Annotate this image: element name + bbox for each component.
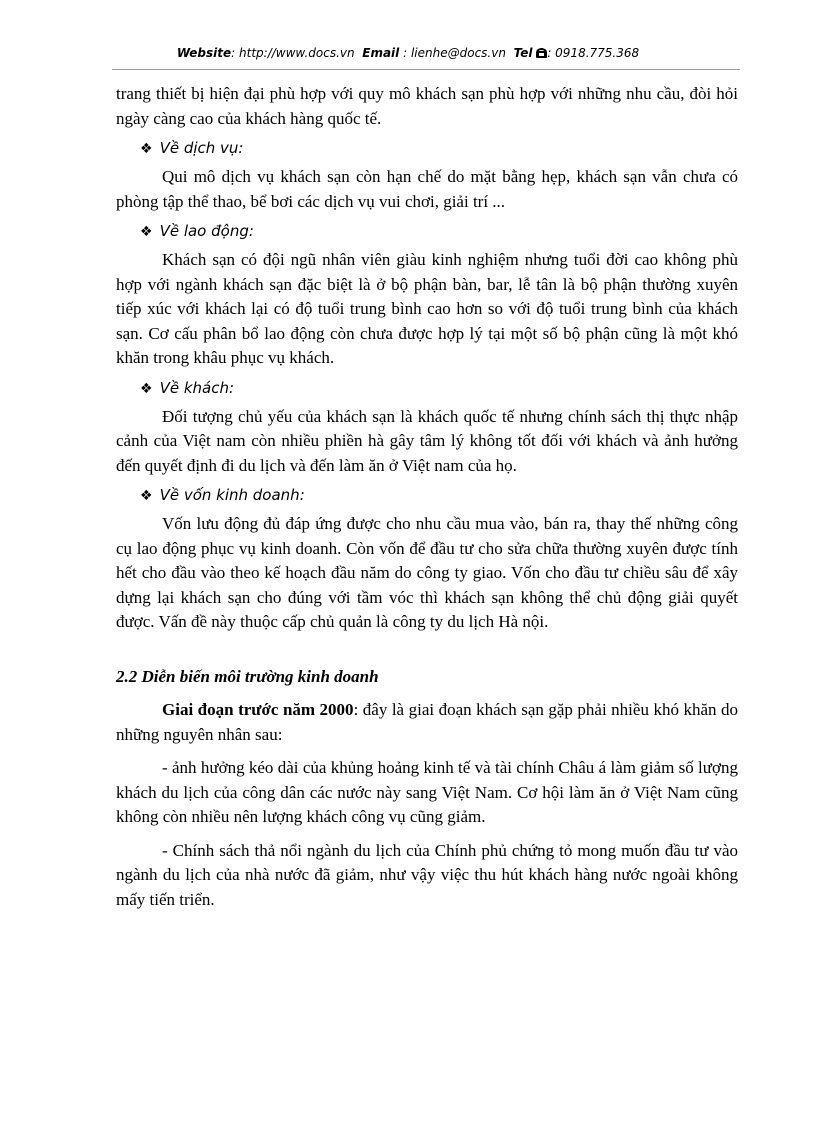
period-text: : đây là giai đoạn khách sạn gặp phải nhiều khó khăn do những nguyên nhân sau: <box>116 700 738 744</box>
bullet-heading-capital <box>140 484 738 507</box>
bullet-heading-labor <box>140 220 738 243</box>
bullet-heading-guests <box>140 377 738 400</box>
document-body <box>116 82 738 912</box>
reason-2-paragraph: - Chính sách thả nổi ngành du lịch của Chính phủ chứng tỏ mong muốn đầu tư vào ngành du lịch của nhà nước đã giảm, như vậy việc thu hút khách hàng nước ngoài không mấy tiến triển. <box>116 840 738 909</box>
labor-paragraph: Khách sạn có đội ngũ nhân viên giàu kinh nghiệm nhưng tuổi đời cao không phù hợp với ngành khách sạn đặc biệt là ở bộ phận bàn, bar, lễ tân là bộ phận thường xuyên tiếp xúc với khách lại có độ tuổi trung bình cao hơn so với độ tuổi trung bình của khách sạn. Cơ cấu phân bổ lao động còn chưa được hợp lý tại một số bộ phận cũng là một khó khăn trong khâu phục vụ khách. <box>116 250 738 367</box>
diamond-bullet-icon: ❖ <box>140 224 153 240</box>
page-header <box>0 46 816 60</box>
email-link[interactable]: : lienhe@docs.vn <box>403 46 506 60</box>
website-label: Website <box>176 46 232 60</box>
section-title: 2.2 Diễn biến môi trường kinh doanh <box>116 666 379 686</box>
period-label: Giai đoạn trước năm 2000 <box>162 700 354 719</box>
bullet-heading-text: Về vốn kinh doanh: <box>159 486 305 504</box>
reason-1-paragraph: - ảnh hưởng kéo dài của khủng hoảng kinh tế và tài chính Châu á làm giảm số lượng khách du lịch của công dân các nước này sang Việt Nam. Cơ hội làm ăn ở Việt Nam cũng không còn nhiều nên lượng khách công vụ cũng giảm. <box>116 758 738 826</box>
bullet-heading-text: Về lao động: <box>159 222 254 240</box>
header-divider <box>112 69 740 70</box>
website-link[interactable]: : http://www.docs.vn <box>231 46 355 60</box>
diamond-bullet-icon: ❖ <box>140 141 153 157</box>
period-paragraph <box>116 698 738 747</box>
tel-value: : 0918.775.368 <box>547 46 640 60</box>
bullet-heading-text: Về khách: <box>159 378 235 397</box>
services-paragraph: Qui mô dịch vụ khách sạn còn hạn chế do mặt bằng hẹp, khách sạn vẫn chưa có phòng tập thể thao, bể bơi các dịch vụ vui chơi, giải trí ... <box>116 167 738 211</box>
guests-paragraph: Đối tượng chủ yếu của khách sạn là khách quốc tế nhưng chính sách thị thực nhập cảnh của Việt nam còn nhiều phiền hà gây tâm lý không tốt đối với khách và ảnh hưởng đến quyết định đi du lịch và đến làm ăn ở Việt nam của họ. <box>116 406 738 475</box>
intro-paragraph: trang thiết bị hiện đại phù hợp với quy mô khách sạn phù hợp với những nhu cầu, đòi hỏi ngày càng cao của khách hàng quốc tế. <box>116 84 738 128</box>
bullet-heading-text: Về dịch vụ: <box>159 139 244 157</box>
diamond-bullet-icon: ❖ <box>140 488 153 504</box>
bullet-heading-services <box>140 137 738 160</box>
tel-label: Tel <box>513 46 533 60</box>
phone-icon <box>536 48 547 58</box>
diamond-bullet-icon: ❖ <box>140 380 153 397</box>
capital-paragraph: Vốn lưu động đủ đáp ứng được cho nhu cầu mua vào, bán ra, thay thế những công cụ lao động phục vụ kinh doanh. Còn vốn để đầu tư cho sửa chữa thường xuyên được tính hết cho đầu vào theo kế hoạch đầu năm do công ty giao. Vốn cho đầu tư chiều sâu để xây dựng lại khách sạn cho đúng với tầm vóc thì khách sạn không thể chủ động giải quyết được. Vấn đề này thuộc cấp chủ quản là công ty du lịch Hà nội. <box>116 514 738 631</box>
email-label: Email <box>362 46 400 60</box>
